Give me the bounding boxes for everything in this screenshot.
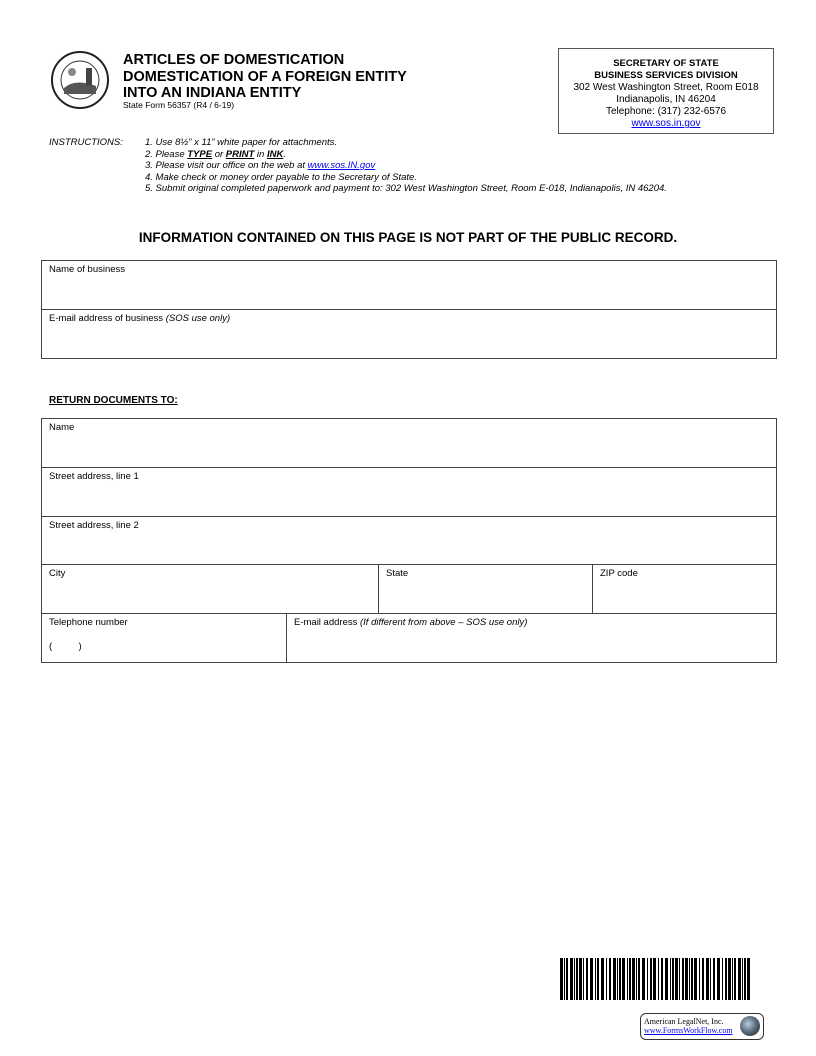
barcode-bar [576,958,578,1000]
print-emphasis: PRINT [225,148,255,160]
field-note: (SOS use only) [165,313,231,324]
barcode-bar [590,958,593,1000]
title-line: ARTICLES OF DOMESTICATION [123,52,345,68]
type-emphasis: TYPE [187,148,213,160]
barcode-bar [629,958,631,1000]
barcode-bar [574,958,575,1000]
return-address-table [41,418,777,663]
barcode-bar [586,958,588,1000]
state-field[interactable] [379,565,593,613]
barcode-bar [570,958,573,1000]
barcode-bar [675,958,678,1000]
zip-field[interactable] [593,565,776,613]
barcode-bar [595,958,596,1000]
barcode-bar [699,958,700,1000]
barcode-bar [583,958,584,1000]
field-label: Street address, line 2 [49,520,139,531]
barcode-bar [725,958,727,1000]
barcode-bar [742,958,743,1000]
barcode-bar [617,958,618,1000]
instruction-item: 4. Make check or money order payable to the Secretary of State. [145,171,417,183]
barcode-bar [685,958,688,1000]
barcode-bar [642,958,645,1000]
sos-website-link[interactable]: www.sos.IN.gov [307,160,376,171]
barcode-bar [632,958,635,1000]
barcode-bar [722,958,723,1000]
division-name: BUSINESS SERVICES DIVISION [594,70,738,81]
barcode-bar [609,958,611,1000]
barcode-bar [650,958,652,1000]
barcode-bar [658,958,659,1000]
barcode-bar [619,958,621,1000]
street-line2-field[interactable] [42,517,776,565]
office-phone: Telephone: (317) 232-6576 [605,106,727,117]
barcode-bar [564,958,565,1000]
barcode-bar [653,958,656,1000]
title-line: INTO AN INDIANA ENTITY [123,85,302,101]
field-label: ZIP code [600,568,638,579]
form-title [123,52,407,102]
barcode-bar [566,958,568,1000]
barcode-bar [670,958,671,1000]
area-code-parens: ( ) [49,641,82,652]
business-info-table [41,260,777,359]
business-email-field[interactable] [42,310,776,358]
barcode-bar [710,958,711,1000]
public-record-notice: INFORMATION CONTAINED ON THIS PAGE IS NOT PART OF THE PUBLIC RECORD. [138,230,678,245]
barcode-bar [579,958,582,1000]
barcode-bar [691,958,693,1000]
barcode-bar [679,958,680,1000]
field-label: Name of business [49,264,126,275]
instruction-item: 1. Use 8½” x 11” white paper for attachments. [145,137,338,148]
office-name: SECRETARY OF STATE [613,58,719,69]
instructions-label: INSTRUCTIONS: [49,137,123,148]
barcode-bar [601,958,604,1000]
barcode-bar [665,958,668,1000]
barcode-bar [717,958,720,1000]
formsworkflow-link[interactable]: www.FormsWorkFlow.com [644,1026,733,1035]
title-line: DOMESTICATION OF A FOREIGN ENTITY [123,68,407,85]
field-label: E-mail address of business [49,313,166,324]
office-city: Indianapolis, IN 46204 [616,94,716,105]
field-label: State [386,568,409,579]
telephone-field[interactable] [42,614,287,662]
field-label: Name [49,422,75,433]
field-label: City [49,568,66,579]
barcode-bar [622,958,625,1000]
instruction-item [145,149,667,161]
instructions-list [145,137,667,195]
barcode-bar [672,958,674,1000]
barcode-bar [560,958,563,1000]
barcode-bar [734,958,736,1000]
street-line1-field[interactable] [42,468,776,516]
barcode-bar [661,958,663,1000]
globe-icon [740,1016,760,1036]
barcode-bar [606,958,607,1000]
field-label: Telephone number [49,617,128,628]
return-name-field[interactable] [42,419,776,467]
text: 2. Please [145,148,188,160]
barcode-bar [702,958,704,1000]
return-email-field[interactable] [287,614,776,662]
office-address: 302 West Washington Street, Room E018 [573,82,759,93]
barcode [560,958,753,1000]
barcode-bar [613,958,616,1000]
text: in [254,148,267,160]
business-name-field[interactable] [42,261,776,310]
field-note: (If different from above – SOS use only) [360,617,528,628]
company-name: American LegalNet, Inc. [644,1017,724,1026]
barcode-bar [732,958,733,1000]
barcode-bar [747,958,750,1000]
american-legalnet-badge [640,1013,764,1040]
text: 3. Please visit our office on the web at [145,160,308,171]
barcode-bar [738,958,741,1000]
barcode-bar [728,958,731,1000]
barcode-bar [647,958,648,1000]
instruction-item: 5. Submit original completed paperwork and payment to: 302 West Washington Street, Room E-018, Indianapolis, IN 46204. [145,183,667,194]
instruction-item [145,160,667,172]
barcode-bar [744,958,746,1000]
text: or [212,148,226,160]
return-documents-heading: RETURN DOCUMENTS TO: [49,395,178,406]
sos-address-box [558,48,774,134]
text: . [283,148,286,160]
office-website-link[interactable]: www.sos.in.gov [631,118,701,129]
field-label: Street address, line 1 [49,471,139,482]
barcode-bar [706,958,709,1000]
field-label: E-mail address [294,617,360,628]
barcode-bar [627,958,628,1000]
barcode-bar [638,958,640,1000]
barcode-bar [713,958,715,1000]
barcode-bar [689,958,690,1000]
barcode-bar [636,958,637,1000]
barcode-bar [694,958,697,1000]
city-field[interactable] [42,565,379,613]
barcode-bar [682,958,684,1000]
barcode-bar [597,958,599,1000]
form-number: State Form 56357 (R4 / 6-19) [123,100,235,110]
ink-emphasis: INK [266,148,284,160]
indiana-state-seal-icon [50,50,110,110]
